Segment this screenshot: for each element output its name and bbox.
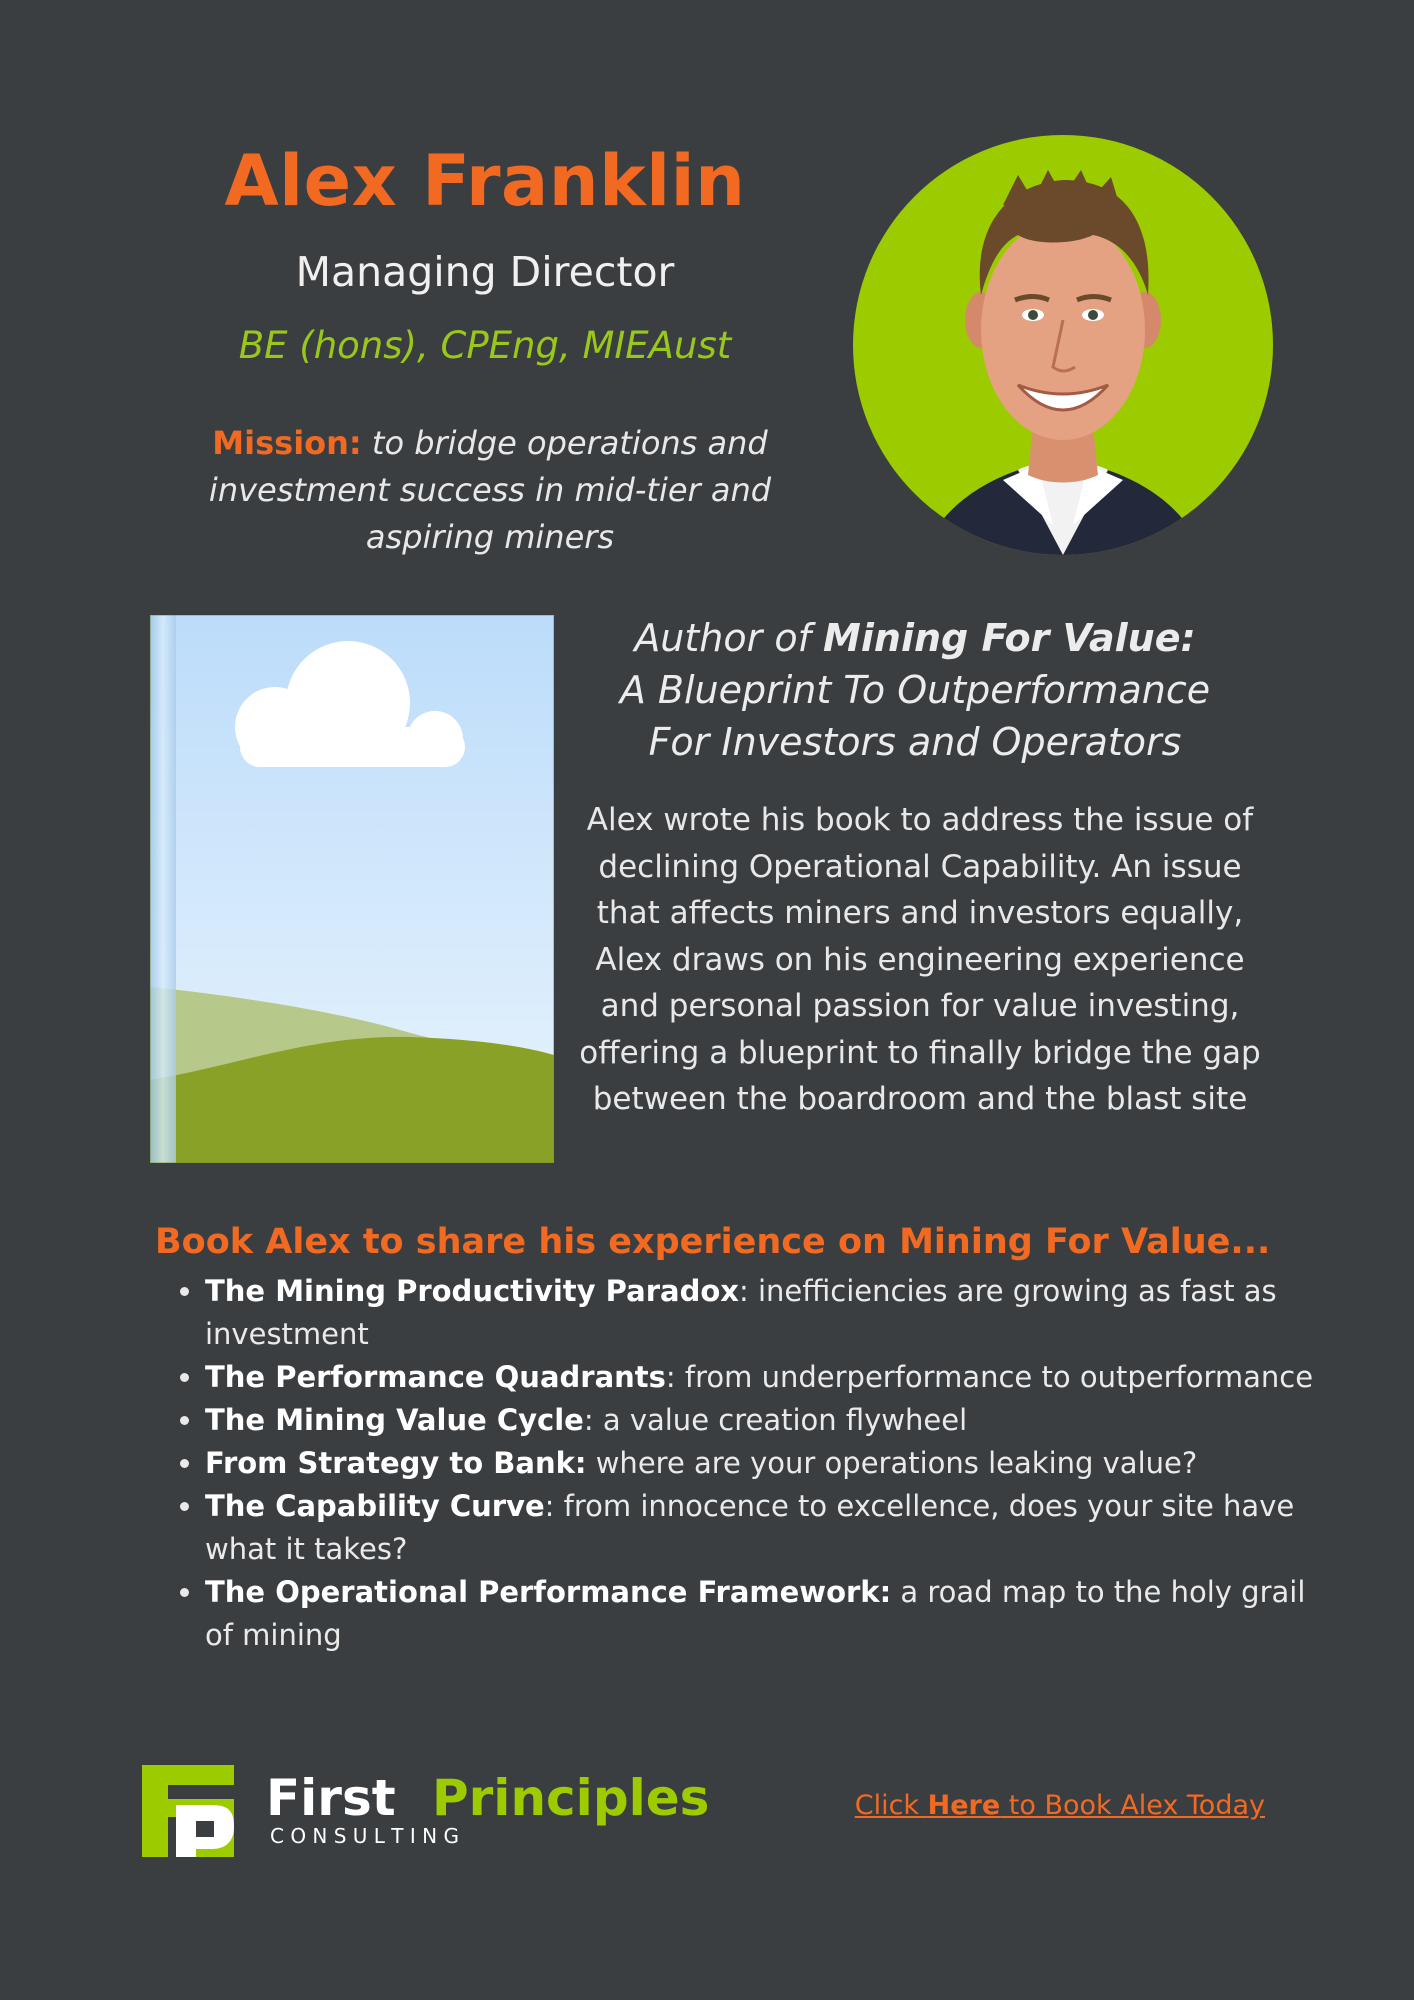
topics-heading: Book Alex to share his experience on Mining For Value... bbox=[155, 1222, 1271, 1262]
list-item bbox=[205, 1442, 1325, 1485]
topic-text: : a value creation flywheel bbox=[583, 1403, 968, 1437]
link-pre: Click bbox=[854, 1790, 928, 1821]
logo-word-principles: Principles bbox=[432, 1769, 710, 1827]
person-role: Managing Director bbox=[295, 248, 675, 296]
list-item bbox=[205, 1571, 1325, 1657]
topic-title: The Capability Curve bbox=[205, 1489, 545, 1523]
mission-label: Mission: bbox=[212, 424, 362, 462]
link-post: to Book Alex Today bbox=[1000, 1790, 1265, 1821]
book-description: Alex wrote his book to address the issue of declining Operational Capability. An issue that affects miners and investors equally, Alex draws on his engineering experience and personal passion for value investing, offering a blueprint to finally bridge the gap between the boardroom and the blast site bbox=[579, 802, 1261, 1117]
book-subtitle-line2: For Investors and Operators bbox=[648, 720, 1182, 764]
topic-title: The Performance Quadrants bbox=[205, 1360, 666, 1394]
book-cover bbox=[150, 615, 554, 1163]
list-item bbox=[205, 1485, 1325, 1571]
person-name: Alex Franklin bbox=[224, 140, 746, 222]
topic-text: : from underperformance to outperformance bbox=[665, 1360, 1314, 1394]
author-prefix: Author of bbox=[634, 616, 824, 660]
link-bold: Here bbox=[927, 1790, 1001, 1821]
first-principles-fp-logo-icon bbox=[140, 1765, 760, 1860]
first-principles-logo bbox=[140, 1765, 760, 1860]
book-cover-illustration bbox=[150, 615, 554, 1163]
logo-word-first: First bbox=[266, 1769, 396, 1827]
list-item bbox=[205, 1356, 1325, 1399]
topic-title: The Operational Performance Framework: bbox=[205, 1575, 892, 1609]
mission-statement bbox=[170, 420, 810, 561]
topic-text: a road map to the holy grail of mining bbox=[205, 1575, 1306, 1652]
topic-title: From Strategy to Bank: bbox=[205, 1446, 587, 1480]
book-alex-link[interactable] bbox=[830, 1790, 1265, 1821]
topic-text: : from innocence to excellence, does your site have what it takes? bbox=[205, 1489, 1295, 1566]
portrait-illustration bbox=[853, 135, 1273, 555]
topics-list bbox=[155, 1270, 1325, 1657]
topic-text: where are your operations leaking value? bbox=[586, 1446, 1198, 1480]
book-subtitle-line1: A Blueprint To Outperformance bbox=[619, 668, 1211, 712]
topic-text: : inefficiencies are growing as fast as investment bbox=[205, 1274, 1277, 1351]
person-portrait bbox=[853, 135, 1273, 555]
topic-title: The Mining Productivity Paradox bbox=[205, 1274, 739, 1308]
logo-subtitle: C O N S U L T I N G bbox=[270, 1824, 459, 1848]
topic-title: The Mining Value Cycle bbox=[205, 1403, 584, 1437]
person-qualifications: BE (hons), CPEng, MIEAust bbox=[238, 324, 732, 367]
book-title: Mining For Value: bbox=[823, 616, 1196, 660]
mission-text: to bridge operations and investment success in mid-tier and aspiring miners bbox=[208, 424, 772, 556]
book-author-heading bbox=[560, 612, 1270, 768]
list-item bbox=[205, 1270, 1325, 1356]
list-item bbox=[205, 1399, 1325, 1442]
